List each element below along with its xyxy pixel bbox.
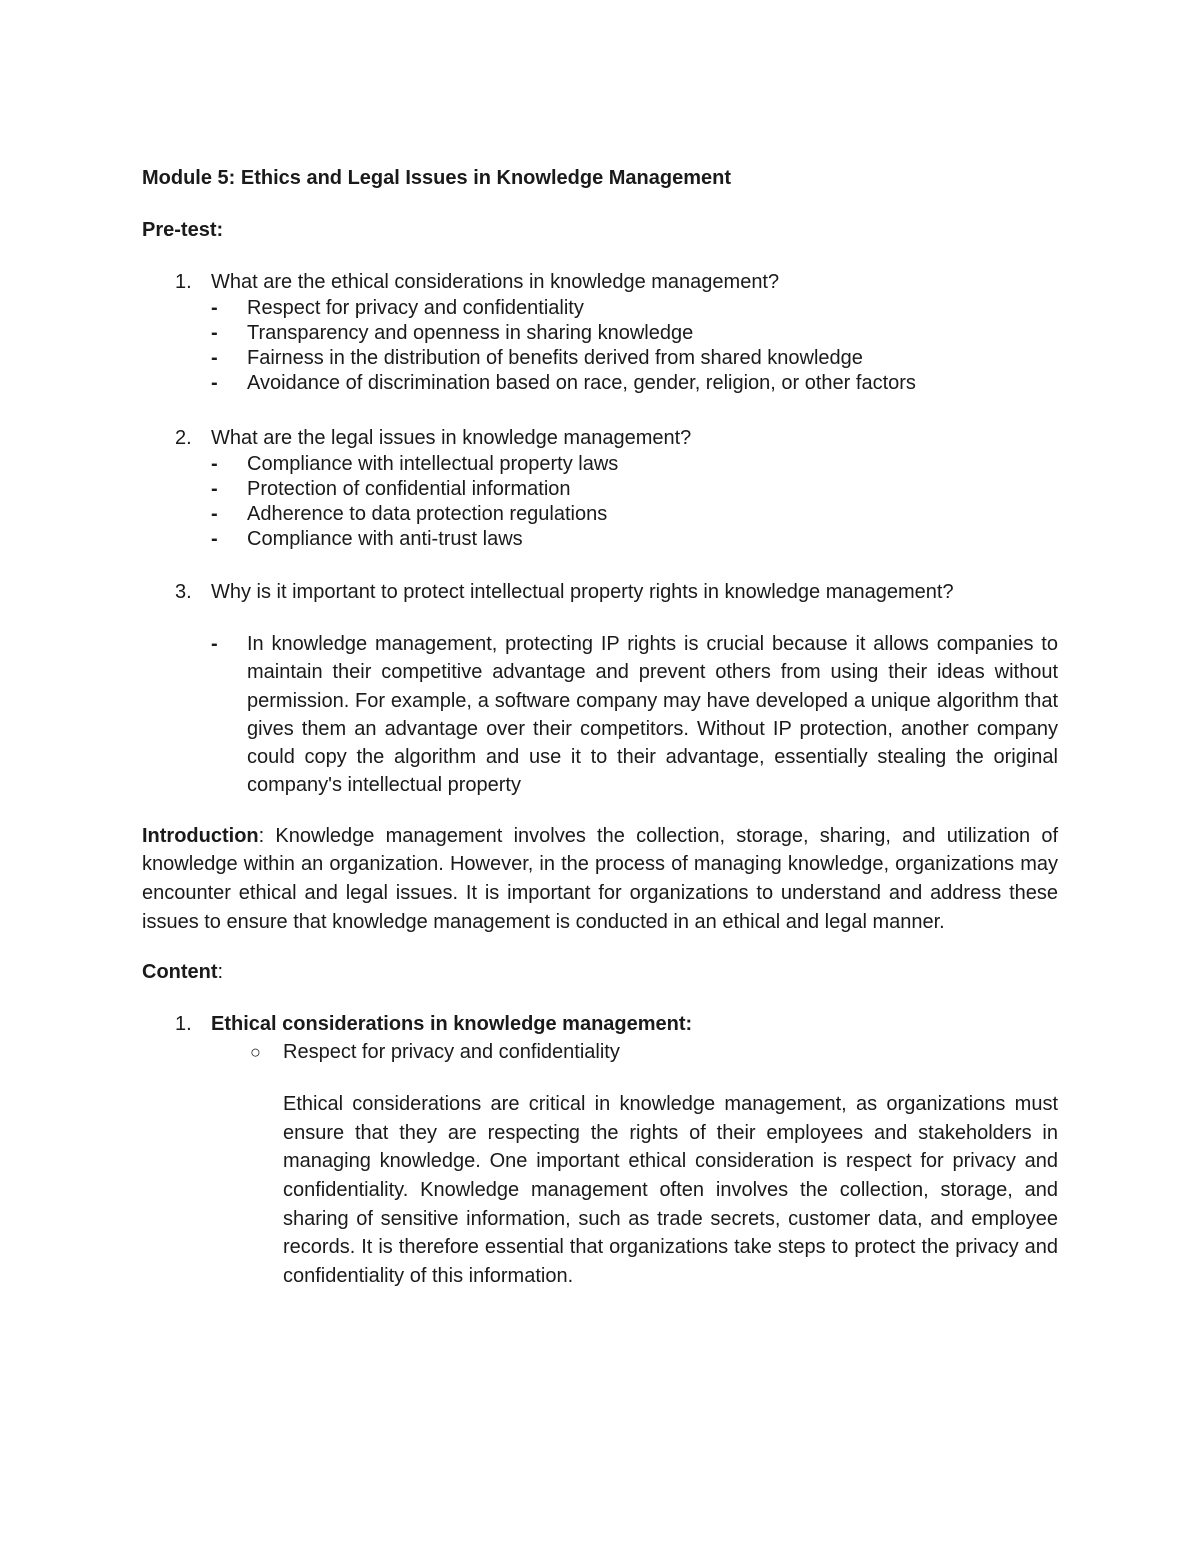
- content-heading: Content:: [142, 961, 224, 984]
- pretest-question-2: [142, 424, 1058, 552]
- question-text: What are the legal issues in knowledge management?: [211, 427, 692, 449]
- circle-bullet-icon: ○: [250, 1042, 261, 1063]
- answer-list: [142, 452, 1058, 552]
- dash-bullet-icon: -: [211, 528, 218, 550]
- question-number: 1.: [175, 271, 192, 293]
- list-item: - Avoidance of discrimination based on race, gender, religion, or other factors: [211, 372, 916, 394]
- dash-bullet-icon: -: [211, 372, 218, 394]
- dash-bullet-icon: -: [211, 347, 218, 369]
- dash-bullet-icon: -: [211, 297, 218, 319]
- module-title: Module 5: Ethics and Legal Issues in Knowledge Management: [142, 167, 731, 189]
- document-body: [142, 164, 1058, 1290]
- question-text: What are the ethical considerations in knowledge management?: [211, 271, 780, 293]
- list-item: - Protection of confidential information: [211, 478, 571, 500]
- question-number: 2.: [175, 427, 192, 449]
- dash-bullet-icon: -: [211, 478, 218, 500]
- answer-paragraph: - In knowledge management, protecting IP rights is crucial because it allows companies to maintain their competitive advantage and prevent others from using their ideas without permission. For example, a software company may have developed a unique algorithm that gives them an advantage over their competitors. Without IP protection, another company could copy the algorithm and use it to their advantage, essentially stealing the original company's intellectual property: [142, 630, 1058, 800]
- pretest-question-3: [142, 578, 1058, 800]
- introduction-label: Introduction: [142, 824, 259, 847]
- pretest-heading: Pre-test:: [142, 219, 224, 241]
- dash-bullet-icon: -: [211, 453, 218, 475]
- content-section-1: [142, 1010, 1058, 1290]
- question-text: Why is it important to protect intellectual property rights in knowledge management?: [211, 581, 954, 603]
- section-number: 1.: [175, 1013, 192, 1036]
- list-item: - Adherence to data protection regulations: [211, 503, 608, 525]
- list-item: - Compliance with anti-trust laws: [211, 528, 523, 550]
- section-paragraph: Ethical considerations are critical in knowledge management, as organizations must ensure that they are respecting the rights of their employees and stakeholders in managing knowledge. One important ethical consideration is respect for privacy and confidentiality. Knowledge management often involves the collection, storage, and sharing of sensitive information, such as trade secrets, customer data, and employee records. It is therefore essential that organizations take steps to protect the privacy and confidentiality of this information.: [283, 1093, 1058, 1287]
- question-number: 3.: [175, 581, 192, 603]
- list-item: - Transparency and openness in sharing knowledge: [211, 322, 694, 344]
- list-item: - Fairness in the distribution of benefits derived from shared knowledge: [211, 347, 863, 369]
- list-item: - Compliance with intellectual property laws: [211, 453, 619, 475]
- dash-bullet-icon: -: [211, 322, 218, 344]
- section-heading: Ethical considerations in knowledge management:: [211, 1013, 693, 1036]
- dash-bullet-icon: -: [211, 633, 218, 655]
- answer-list: [142, 296, 1058, 396]
- dash-bullet-icon: -: [211, 503, 218, 525]
- list-item: - Respect for privacy and confidentiality: [211, 297, 584, 319]
- pretest-question-1: [142, 268, 1058, 396]
- introduction-paragraph: Introduction: Knowledge management involves the collection, storage, sharing, and utilization of knowledge within an organization. However, in the process of managing knowledge, organizations may encounter ethical and legal issues. It is important for organizations to understand and address these issues to ensure that knowledge management is conducted in an ethical and legal manner.: [142, 824, 1058, 933]
- list-item: ○ Respect for privacy and confidentiality: [142, 1038, 1058, 1066]
